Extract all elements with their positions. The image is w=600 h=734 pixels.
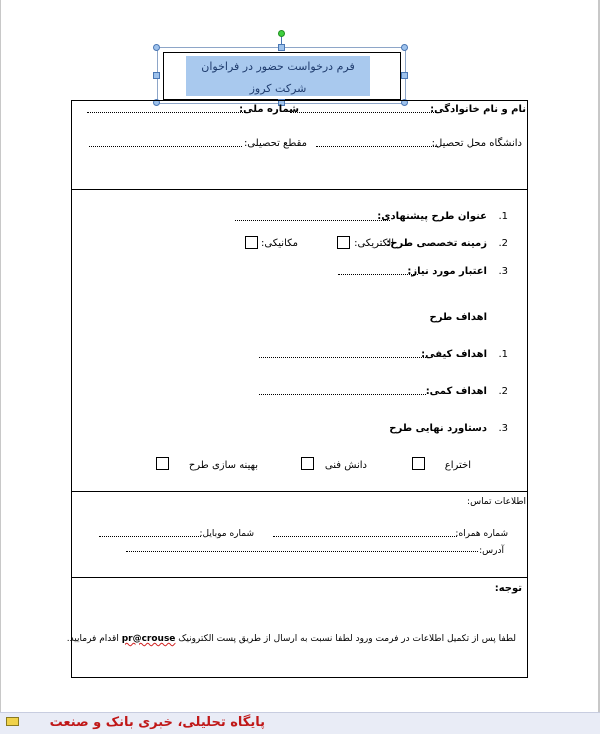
goal1-number: 1.: [498, 349, 508, 360]
section-divider: [71, 491, 528, 492]
resize-handle-right[interactable]: [401, 72, 408, 79]
title-text[interactable]: فرم درخواست حضور در فراخوان شرکت کروز: [186, 56, 370, 96]
knowhow-checkbox[interactable]: [301, 457, 314, 470]
optimization-label: بهینه سازی طرح: [188, 460, 258, 471]
address-field[interactable]: [126, 551, 478, 552]
invention-checkbox[interactable]: [412, 457, 425, 470]
field-of-expertise-label: زمینه تخصصی طرح:: [386, 238, 487, 249]
phone-label: شماره همراه:: [455, 529, 508, 539]
note-email-link[interactable]: pr@crouse: [121, 634, 176, 644]
budget-label: اعتبار مورد نیاز:: [407, 266, 487, 277]
envelope-icon: [6, 717, 19, 726]
name-field[interactable]: [290, 112, 436, 113]
name-label: نام و نام خانوادگی:: [430, 104, 526, 115]
footer-text: پایگاه تحلیلی، خبری بانک و صنعت: [49, 715, 265, 730]
phone-field[interactable]: [273, 536, 457, 537]
optimization-checkbox[interactable]: [156, 457, 169, 470]
resize-handle-top[interactable]: [278, 44, 285, 51]
electrical-label: الکتریکی:: [354, 238, 394, 249]
q1-number: 1.: [498, 211, 508, 222]
qualitative-goals-field[interactable]: [259, 357, 426, 358]
degree-field[interactable]: [89, 146, 242, 147]
q2-number: 2.: [498, 238, 508, 249]
quantitative-goals-label: اهداف کمی:: [425, 386, 487, 397]
mechanical-checkbox[interactable]: [245, 236, 258, 249]
section-divider: [71, 577, 528, 578]
note-heading: توجه:: [494, 583, 522, 594]
q3-number: 3.: [498, 266, 508, 277]
address-label: آدرس:: [479, 546, 504, 556]
electrical-checkbox[interactable]: [337, 236, 350, 249]
resize-handle-left[interactable]: [153, 72, 160, 79]
quantitative-goals-field[interactable]: [259, 394, 426, 395]
resize-handle-top-right[interactable]: [401, 44, 408, 51]
qualitative-goals-label: اهداف کیفی:: [421, 349, 487, 360]
mobile-field[interactable]: [99, 536, 201, 537]
degree-label: مقطع تحصیلی:: [243, 138, 307, 149]
rotate-handle[interactable]: [278, 30, 285, 37]
university-field[interactable]: [316, 146, 438, 147]
university-label: دانشگاه محل تحصیل:: [431, 138, 522, 149]
mechanical-label: مکانیکی:: [261, 238, 298, 249]
national-id-label: شماره ملی:: [239, 104, 299, 115]
note-text-after: اقدام فرمایید.: [66, 634, 119, 644]
final-outcome-label: دستاورد نهایی طرح: [389, 423, 487, 434]
national-id-field[interactable]: [87, 112, 249, 113]
note-text-before: لطفا پس از تکمیل اطلاعات در فرمت ورود لطفا نسبت به ارسال از طریق پست الکترونیک: [178, 634, 516, 644]
invention-label: اختراع: [444, 460, 471, 471]
proposal-title-label: عنوان طرح پیشنهادی:: [377, 211, 487, 222]
goal2-number: 2.: [498, 386, 508, 397]
budget-field[interactable]: [338, 274, 418, 275]
goals-heading: اهداف طرح: [429, 312, 487, 323]
mobile-label: شماره موبایل:: [199, 529, 254, 539]
resize-handle-top-left[interactable]: [153, 44, 160, 51]
knowhow-label: دانش فنی: [324, 460, 367, 471]
contact-heading: اطلاعات تماس:: [467, 497, 526, 507]
note-text: [67, 633, 516, 645]
proposal-title-field[interactable]: [235, 220, 390, 221]
q4-number: 3.: [498, 423, 508, 434]
page-left-edge: [0, 0, 1, 733]
section-divider: [71, 189, 528, 190]
